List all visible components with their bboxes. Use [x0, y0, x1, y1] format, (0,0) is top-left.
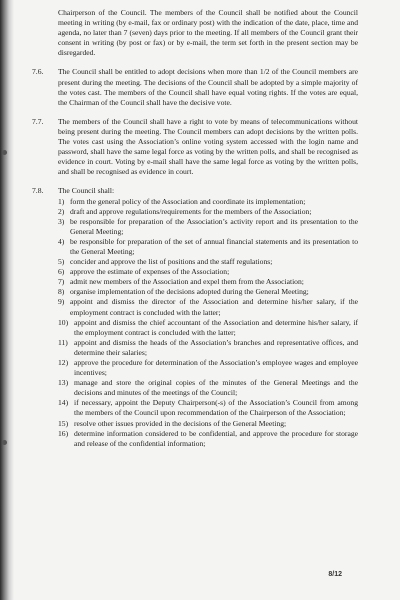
list-item: 15) resolve other issues provided in the decisions of the General Meeting;: [58, 418, 287, 428]
list-item: 14) if necessary, appoint the Deputy Chairperson(-s) of the Association’s Council from among the members of the Council upon recommendation of the Chairperson of the Association;: [58, 398, 358, 418]
continuation-paragraph: Chairperson of the Council. The members of the Council shall be notified about the Council meeting in writing (by e-mail, fax or ordinary post) with the indication of the date, place, time and agenda, no later than 7 (seven) days prior to the meeting. If all members of the Council grant their consent in writing (by post or fax) or by e-mail, the term set forth in the present section may be disregarded.: [58, 8, 358, 58]
list-item: 5) concider and approve the list of positions and the staff regulations;: [58, 257, 273, 267]
list-item: 4) be responsible for preparation of the set of annual financial statements and its presentation to the General Meeting;: [58, 236, 358, 256]
page-number: 8/12: [328, 571, 342, 578]
council-duties-list: [58, 197, 358, 449]
section-intro: The Council shall:: [58, 186, 115, 196]
section-7-6: [32, 67, 358, 107]
list-item: 1) form the general policy of the Association and coordinate its implementation;: [58, 196, 306, 206]
list-item: 7) admit new members of the Association and expel them from the Association;: [58, 277, 304, 287]
list-item: 9) appoint and dismiss the director of the Association and determine his/her salary, if the employment contract is concluded with the latter;: [58, 297, 358, 317]
binding-shadow: [0, 0, 14, 600]
punch-hole: [2, 150, 7, 155]
section-text: The members of the Council shall have a right to vote by means of telecommunications without being present during the meeting. The Council members can adopt decisions by the written polls. The votes cast using the Association’s online voting system accessed with the login name and password, shall have the same legal force as voting by the written polls, and shall be recognised as evidence in court. Voting by e-mail shall have the same legal force as voting by the written polls, and shall be recognised as evidence in court.: [58, 116, 358, 177]
section-7-8: [32, 186, 358, 448]
list-item: 2) draft and approve regulations/requirements for the members of the Association;: [58, 206, 312, 216]
list-item: 8) organise implementation of the decisions adopted during the General Meeting;: [58, 287, 309, 297]
list-item: 10) appoint and dismiss the chief accountant of the Association and determine his/her salary, if the employment contract is concluded with the latter;: [58, 317, 358, 337]
document-body: [32, 8, 358, 458]
list-item: 16) determine information considered to be confidential, and approve the procedure for storage and release of the confidential information;: [58, 428, 358, 448]
section-7-7: [32, 116, 358, 178]
list-item: 3) be responsible for preparation of the Association’s activity report and its presentation to the General Meeting;: [58, 216, 358, 236]
list-item: 13) manage and store the original copies of the minutes of the General Meetings and the decisions and minutes of the meetings of the Council;: [58, 378, 358, 398]
list-item: 6) approve the estimate of expenses of the Association;: [58, 267, 230, 277]
list-item: 11) appoint and dismiss the heads of the Association’s branches and representative offices, and determine their salaries;: [58, 337, 358, 357]
punch-hole: [2, 440, 7, 445]
section-text: The Council shall be entitled to adopt decisions when more than 1/2 of the Council members are present during the meeting. The decisions of the Council shall be adopted by a simple majority of the votes cast. The members of the Council shall have equal voting rights. If the votes are equal, the Chairman of the Council shall have the decisive vote.: [58, 67, 358, 107]
section-number: 7.6.: [32, 67, 44, 77]
list-item: 12) approve the procedure for determination of the Association’s employee wages and employee incentives;: [58, 358, 358, 378]
section-number: 7.7.: [32, 116, 44, 126]
section-number: 7.8.: [32, 186, 44, 196]
